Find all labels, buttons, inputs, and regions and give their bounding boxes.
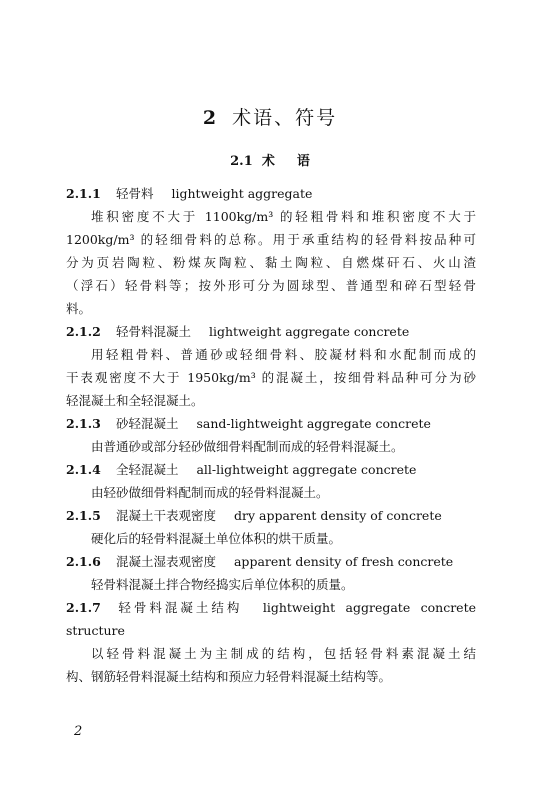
term-english: lightweight aggregate concrete xyxy=(262,600,476,615)
term-english: lightweight aggregate xyxy=(171,186,313,201)
term-heading xyxy=(66,504,476,527)
definition-line: 轻骨料混凝土拌合物经捣实后单位体积的质量。 xyxy=(91,577,354,592)
term-number: 2.1.3 xyxy=(66,416,101,431)
page-number: 2 xyxy=(74,724,83,739)
definition-line: 1200kg/m³ 的轻细骨料的总称。用于承重结构的轻骨料按品种可 xyxy=(66,232,476,247)
term-heading xyxy=(66,596,476,619)
term-chinese: 轻骨料混凝土 xyxy=(115,324,191,339)
definition-line: 由普通砂或部分轻砂做细骨料配制而成的轻骨料混凝土。 xyxy=(91,439,404,454)
definition-line: （浮石）轻骨料等；按外形可分为圆球型、普通型和碎石型轻骨 xyxy=(66,278,476,293)
section-title-b: 语 xyxy=(296,154,310,169)
terms-body xyxy=(66,182,476,688)
definition-line: 硬化后的轻骨料混凝土单位体积的烘干质量。 xyxy=(91,531,342,546)
term-number: 2.1.4 xyxy=(66,462,101,477)
definition-line: 以轻骨料混凝土为主制成的结构，包括轻骨料素混凝土结 xyxy=(91,646,476,661)
term-english-continued: structure xyxy=(66,623,125,638)
definition-line: 堆积密度不大于 1100kg/m³ 的轻粗骨料和堆积密度不大于 xyxy=(91,209,476,224)
term-english: lightweight aggregate concrete xyxy=(208,324,410,339)
term-heading xyxy=(66,182,476,205)
definition-line: 料。 xyxy=(66,301,92,316)
definition-line: 轻混凝土和全轻混凝土。 xyxy=(66,393,204,408)
term-chinese: 混凝土湿表观密度 xyxy=(115,554,216,569)
term-number: 2.1.1 xyxy=(66,186,101,201)
term-number: 2.1.2 xyxy=(66,324,101,339)
term-chinese: 轻骨料 xyxy=(115,186,154,201)
term-english: all-lightweight aggregate concrete xyxy=(196,462,417,477)
chapter-number: 2 xyxy=(202,107,219,129)
term-number: 2.1.5 xyxy=(66,508,101,523)
term-chinese: 砂轻混凝土 xyxy=(115,416,179,431)
definition-line: 构、钢筋轻骨料混凝土结构和预应力轻骨料混凝土结构等。 xyxy=(66,669,392,684)
term-heading xyxy=(66,412,476,435)
term-chinese: 轻骨料混凝土结构 xyxy=(118,600,243,615)
section-title xyxy=(0,150,540,169)
term-chinese: 混凝土干表观密度 xyxy=(115,508,216,523)
term-number: 2.1.7 xyxy=(66,600,101,615)
chapter-title-text: 术语、符号 xyxy=(232,107,338,129)
term-chinese: 全轻混凝土 xyxy=(115,462,179,477)
term-heading xyxy=(66,550,476,573)
definition-line: 干表观密度不大于 1950kg/m³ 的混凝土，按细骨料品种可分为砂 xyxy=(66,370,476,385)
section-title-a: 术 xyxy=(261,154,275,169)
definition-line: 由轻砂做细骨料配制而成的轻骨料混凝土。 xyxy=(91,485,329,500)
term-heading xyxy=(66,458,476,481)
chapter-title xyxy=(0,103,540,130)
term-number: 2.1.6 xyxy=(66,554,101,569)
section-number: 2.1 xyxy=(230,154,253,169)
term-heading xyxy=(66,320,476,343)
term-english: apparent density of fresh concrete xyxy=(233,554,454,569)
definition-line: 分为页岩陶粒、粉煤灰陶粒、黏土陶粒、自燃煤矸石、火山渣 xyxy=(66,255,476,270)
definition-line: 用轻粗骨料、普通砂或轻细骨料、胶凝材料和水配制而成的 xyxy=(91,347,476,362)
term-english: sand-lightweight aggregate concrete xyxy=(196,416,431,431)
term-english: dry apparent density of concrete xyxy=(233,508,442,523)
